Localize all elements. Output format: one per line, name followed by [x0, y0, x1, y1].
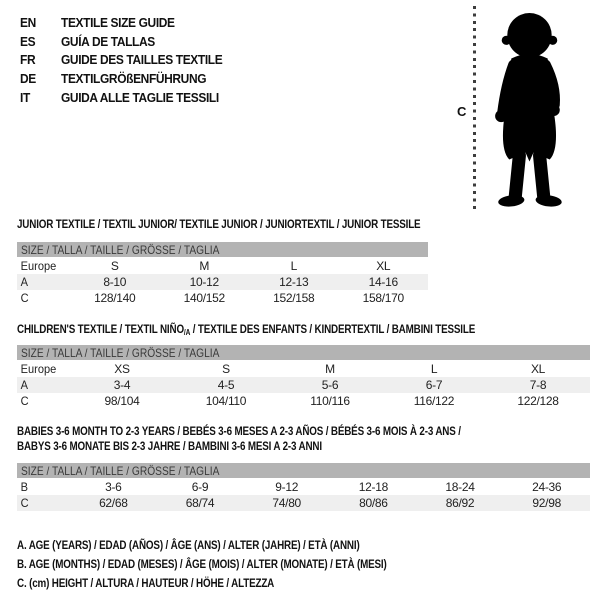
- language-row: [20, 50, 236, 69]
- junior-size-table: [17, 242, 428, 306]
- row-label: A: [20, 275, 29, 289]
- junior-section-title: JUNIOR TEXTILE / TEXTIL JUNIOR/ TEXTILE JUNIOR / JUNIORTEXTIL / JUNIOR TESSILE: [17, 217, 421, 231]
- table-cell: 98/104: [104, 394, 140, 408]
- language-code: IT: [20, 89, 30, 105]
- table-row: [17, 393, 590, 409]
- table-cell: 116/122: [413, 394, 455, 408]
- row-label: C: [20, 394, 29, 408]
- baby-silhouette: [479, 8, 584, 210]
- row-label: B: [20, 480, 29, 494]
- dotted-height-measure-line: [473, 6, 476, 212]
- language-title: TEXTILE SIZE GUIDE: [61, 14, 175, 30]
- height-measure-label: C: [457, 104, 467, 119]
- table-row: [17, 274, 428, 290]
- table-cell: 3-4: [113, 378, 131, 392]
- table-cell: 12-18: [358, 480, 388, 494]
- note-age-months: B. AGE (MONTHS) / EDAD (MESES) / ÂGE (MOIS) / ALTER (MONATE) / ETÀ (MESI): [17, 557, 387, 571]
- table-cell: L: [290, 259, 297, 273]
- row-label: C: [20, 291, 29, 305]
- row-label: Europe: [20, 259, 57, 273]
- table-cell: 140/152: [183, 291, 225, 305]
- table-cell: 5-6: [321, 378, 339, 392]
- babies-title-line2: BABYS 3-6 MONATE BIS 2-3 JAHRE / BAMBINI 3-6 MESI A 2-3 ANNI: [17, 439, 322, 454]
- table-row: [17, 479, 590, 495]
- babies-section-title: [17, 424, 461, 455]
- table-cell: 86/92: [445, 496, 475, 510]
- table-header-text: SIZE / TALLA / TAILLE / GRÖSSE / TAGLIA: [21, 242, 220, 257]
- table-cell: 18-24: [445, 480, 475, 494]
- table-cell: 152/158: [273, 291, 315, 305]
- table-cell: 68/74: [185, 496, 215, 510]
- language-title: GUIDA ALLE TAGLIE TESSILI: [61, 89, 219, 105]
- note-age-years: A. AGE (YEARS) / EDAD (AÑOS) / ÂGE (ANS) / ALTER (JAHRE) / ETÀ (ANNI): [17, 538, 360, 552]
- table-header-bar: [17, 463, 590, 478]
- babies-size-table: [17, 463, 590, 511]
- table-cell: M: [325, 362, 335, 376]
- table-cell: 158/170: [362, 291, 404, 305]
- table-row: [17, 258, 428, 274]
- language-row: [20, 13, 236, 32]
- table-row: [17, 495, 590, 511]
- table-cell: 7-8: [529, 378, 547, 392]
- table-row: [17, 290, 428, 306]
- table-cell: XS: [114, 362, 130, 376]
- table-cell: 62/68: [99, 496, 128, 510]
- children-size-table: [17, 345, 590, 409]
- table-cell: 14-16: [368, 275, 398, 289]
- table-cell: 24-36: [532, 480, 562, 494]
- language-code: FR: [20, 52, 36, 68]
- table-cell: 3-6: [105, 480, 122, 494]
- language-title: GUIDE DES TAILLES TEXTILE: [61, 52, 223, 68]
- language-title: TEXTILGRÖßENFÜHRUNG: [61, 70, 207, 86]
- table-cell: 104/110: [205, 394, 247, 408]
- table-cell: 6-9: [191, 480, 209, 494]
- table-header-bar: [17, 242, 428, 257]
- table-cell: M: [199, 259, 210, 273]
- note-height-cm: C. (cm) HEIGHT / ALTURA / HAUTEUR / HÖHE / ALTEZZA: [17, 576, 275, 590]
- table-cell: 8-10: [103, 275, 127, 289]
- language-code: ES: [20, 33, 36, 49]
- table-cell: 6-7: [425, 378, 443, 392]
- table-header-text: SIZE / TALLA / TAILLE / GRÖSSE / TAGLIA: [21, 463, 220, 478]
- language-row: [20, 69, 236, 88]
- table-cell: 74/80: [272, 496, 301, 510]
- row-label: Europe: [20, 362, 57, 376]
- row-label: C: [20, 496, 29, 510]
- table-cell: XL: [376, 259, 391, 273]
- children-title-pre: CHILDREN'S TEXTILE / TEXTIL NIÑO: [17, 322, 184, 336]
- table-cell: 12-13: [279, 275, 309, 289]
- language-code: EN: [20, 14, 36, 30]
- language-row: [20, 32, 236, 51]
- table-cell: S: [110, 259, 119, 273]
- table-cell: 80/86: [359, 496, 388, 510]
- children-title-sub: /A: [183, 328, 191, 337]
- table-cell: 4-5: [217, 378, 235, 392]
- language-title: GUÍA DE TALLAS: [61, 33, 155, 49]
- language-row: [20, 88, 236, 107]
- table-cell: 122/128: [517, 394, 559, 408]
- language-title-list: [20, 13, 236, 106]
- table-cell: 110/116: [310, 394, 350, 408]
- table-cell: 92/98: [532, 496, 561, 510]
- children-title-post: / TEXTILE DES ENFANTS / KINDERTEXTIL / BAMBINI TESSILE: [190, 322, 476, 336]
- table-row: [17, 377, 590, 393]
- table-header-text: SIZE / TALLA / TAILLE / GRÖSSE / TAGLIA: [21, 345, 220, 360]
- table-cell: L: [430, 362, 438, 376]
- babies-title-line1: BABIES 3-6 MONTH TO 2-3 YEARS / BEBÉS 3-6 MESES A 2-3 AÑOS / BÉBÉS 3-6 MOIS À 2-3 ANS /: [17, 424, 461, 438]
- table-cell: 9-12: [275, 480, 299, 494]
- table-row: [17, 361, 590, 377]
- table-header-bar: [17, 345, 590, 360]
- table-cell: 10-12: [189, 275, 219, 289]
- table-cell: 128/140: [94, 291, 136, 305]
- legend-notes: [17, 538, 468, 595]
- children-section-title: [17, 322, 475, 337]
- row-label: A: [20, 378, 29, 392]
- table-cell: S: [222, 362, 230, 376]
- table-cell: XL: [530, 362, 546, 376]
- language-code: DE: [20, 70, 36, 86]
